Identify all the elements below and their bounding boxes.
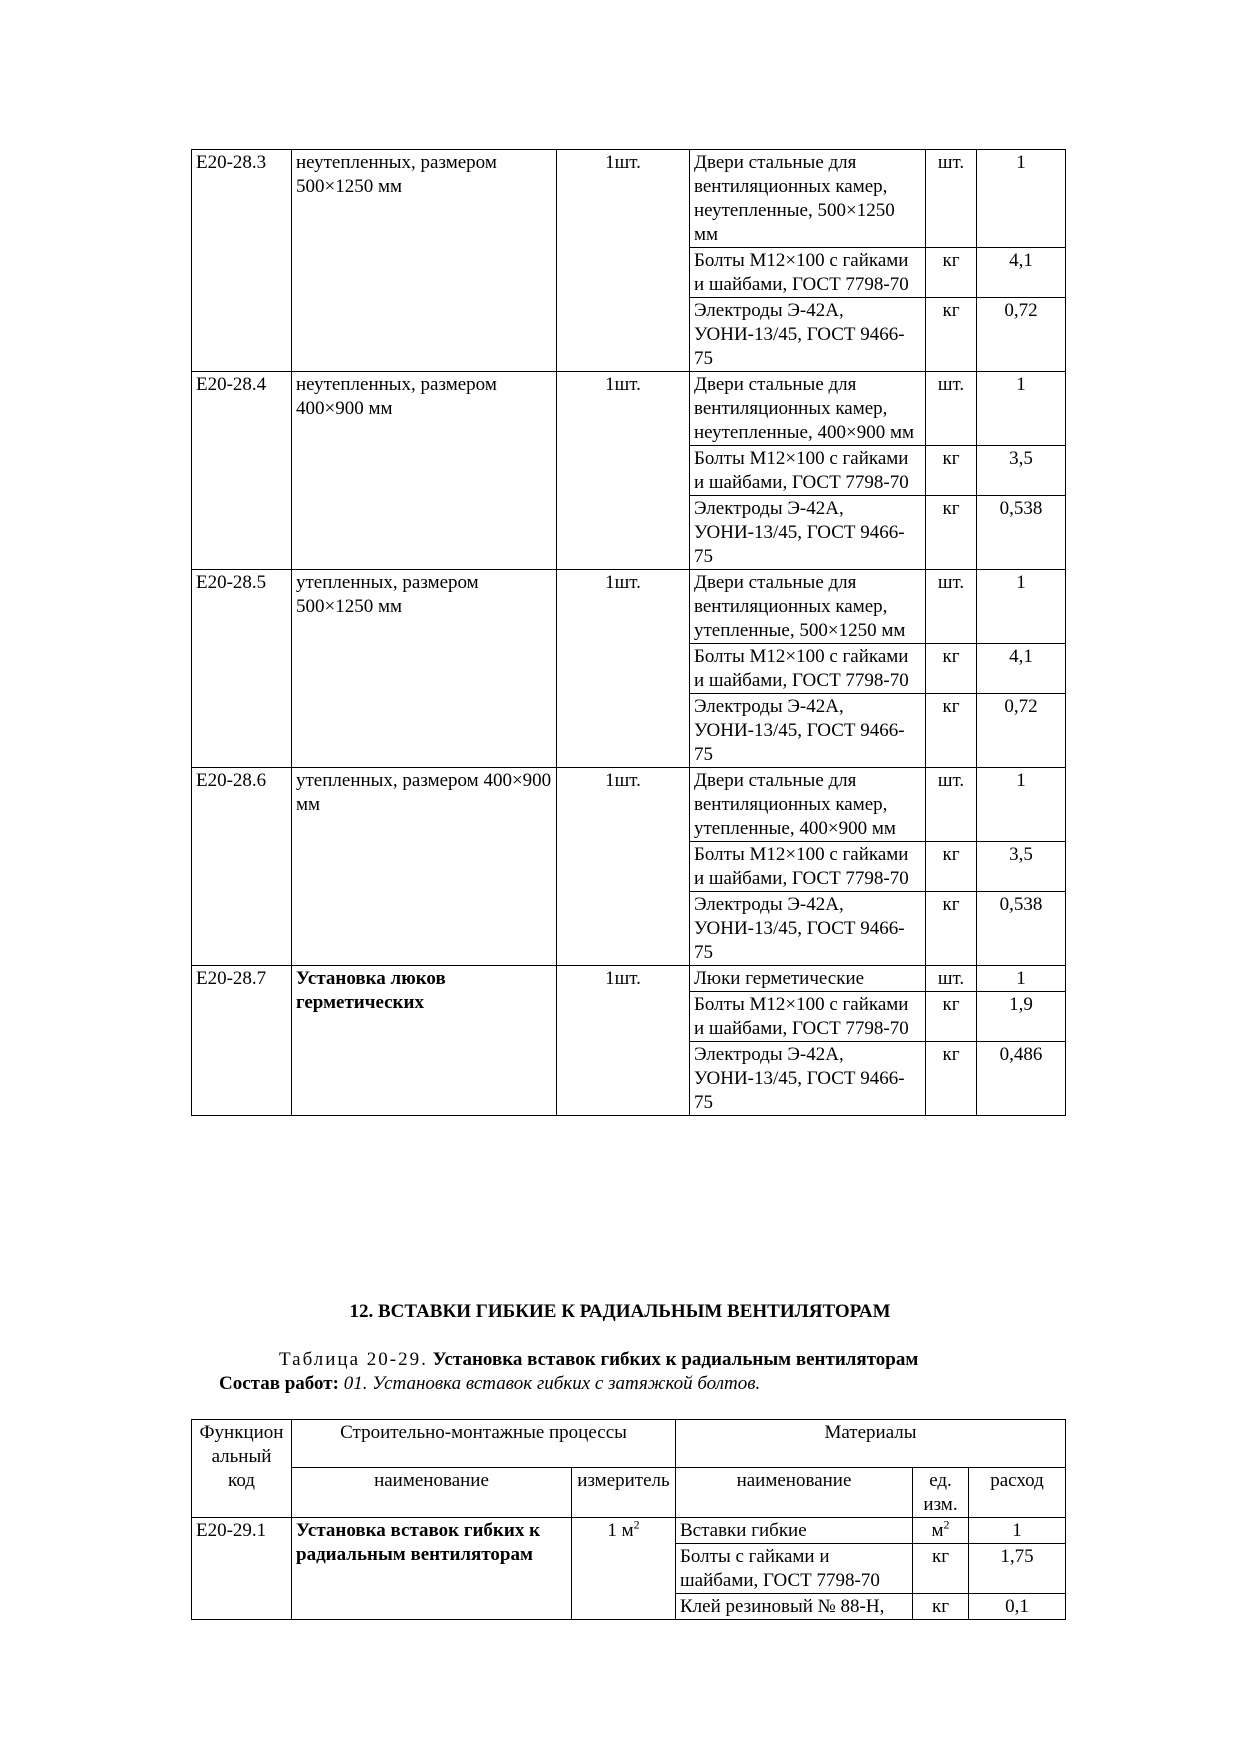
norms-table-20-29 — [191, 1419, 1066, 1620]
material-name: Двери стальные для вентиляционных камер, утепленные, 500×1250 мм — [690, 570, 926, 644]
work-composition-label: Состав работ: — [219, 1373, 339, 1394]
material-unit: шт. — [926, 372, 977, 446]
material-qty: 1,9 — [977, 992, 1066, 1042]
material-unit-base: кг — [931, 1596, 950, 1617]
row-unit: 1шт. — [557, 966, 690, 1116]
material-name: Двери стальные для вентиляционных камер, неутепленные, 400×900 мм — [690, 372, 926, 446]
material-name: Болты М12×100 с гайками и шайбами, ГОСТ 7798-70 — [690, 992, 926, 1042]
material-unit-base: кг — [931, 1546, 950, 1567]
table-row — [192, 966, 1066, 992]
material-name: Электроды Э-42А, УОНИ-13/45, ГОСТ 9466-75 — [690, 496, 926, 570]
row-code: Е20-28.4 — [192, 372, 292, 570]
material-unit: кг — [926, 644, 977, 694]
material-qty: 4,1 — [977, 644, 1066, 694]
material-unit — [913, 1518, 969, 1544]
material-qty: 1 — [977, 150, 1066, 248]
table-caption-label: Таблица 20-29. — [279, 1349, 428, 1370]
material-qty: 1 — [977, 372, 1066, 446]
material-unit: кг — [926, 446, 977, 496]
table-row — [192, 150, 1066, 248]
material-qty: 1 — [977, 966, 1066, 992]
row-code: Е20-28.6 — [192, 768, 292, 966]
table-row — [192, 372, 1066, 446]
material-unit: кг — [926, 892, 977, 966]
section-heading: 12. ВСТАВКИ ГИБКИЕ К РАДИАЛЬНЫМ ВЕНТИЛЯТОРАМ — [349, 1301, 891, 1322]
material-qty: 1 — [969, 1518, 1066, 1544]
material-name: Электроды Э-42А, УОНИ-13/45, ГОСТ 9466-75 — [690, 694, 926, 768]
material-unit: кг — [926, 1042, 977, 1116]
material-name: Электроды Э-42А, УОНИ-13/45, ГОСТ 9466-75 — [690, 298, 926, 372]
material-unit: кг — [926, 248, 977, 298]
material-name: Болты с гайками и шайбами, ГОСТ 7798-70 — [676, 1544, 913, 1594]
material-qty: 1 — [977, 570, 1066, 644]
material-unit — [913, 1594, 969, 1620]
header-material-qty: расход — [969, 1468, 1066, 1518]
header-material-unit: ед. изм. — [913, 1468, 969, 1518]
header-function-code: Функцион альный код — [192, 1420, 292, 1518]
row-process: Установка вставок гибких к радиальным вентиляторам — [292, 1518, 572, 1620]
material-unit: кг — [926, 298, 977, 372]
row-process: неутепленных, размером 400×900 мм — [292, 372, 557, 570]
material-unit: кг — [926, 496, 977, 570]
header-process-name: наименование — [292, 1468, 572, 1518]
material-unit: шт. — [926, 570, 977, 644]
table-row — [192, 768, 1066, 842]
row-unit — [572, 1518, 676, 1620]
row-unit: 1шт. — [557, 372, 690, 570]
row-unit-base: 1 м — [607, 1520, 634, 1541]
material-name: Двери стальные для вентиляционных камер, неутепленные, 500×1250 мм — [690, 150, 926, 248]
material-unit — [913, 1544, 969, 1594]
material-name: Люки герметические — [690, 966, 926, 992]
row-process: утепленных, размером 400×900 мм — [292, 768, 557, 966]
work-composition — [219, 1373, 760, 1395]
header-process-unit: измеритель — [572, 1468, 676, 1518]
material-qty: 0,72 — [977, 298, 1066, 372]
work-composition-text: 01. Установка вставок гибких с затяжкой болтов. — [343, 1373, 761, 1394]
row-process: Установка люков герметических — [292, 966, 557, 1116]
row-code: Е20-28.7 — [192, 966, 292, 1116]
material-unit: шт. — [926, 150, 977, 248]
table-caption — [279, 1349, 918, 1371]
material-unit: шт. — [926, 966, 977, 992]
material-unit: кг — [926, 842, 977, 892]
material-qty: 0,538 — [977, 892, 1066, 966]
material-qty: 0,72 — [977, 694, 1066, 768]
row-unit: 1шт. — [557, 768, 690, 966]
material-qty: 0,486 — [977, 1042, 1066, 1116]
material-name: Болты М12×100 с гайками и шайбами, ГОСТ 7798-70 — [690, 248, 926, 298]
header-processes: Строительно-монтажные процессы — [292, 1420, 676, 1468]
material-name: Болты М12×100 с гайками и шайбами, ГОСТ 7798-70 — [690, 644, 926, 694]
material-name: Электроды Э-42А, УОНИ-13/45, ГОСТ 9466-75 — [690, 892, 926, 966]
material-unit: кг — [926, 694, 977, 768]
row-code: Е20-28.3 — [192, 150, 292, 372]
material-qty: 3,5 — [977, 842, 1066, 892]
row-unit-sup: 2 — [633, 1517, 640, 1532]
table-row — [192, 570, 1066, 644]
material-qty: 4,1 — [977, 248, 1066, 298]
row-unit: 1шт. — [557, 570, 690, 768]
material-unit-base: м — [931, 1520, 944, 1541]
material-name: Клей резиновый № 88-Н, — [676, 1594, 913, 1620]
material-name: Болты М12×100 с гайками и шайбами, ГОСТ 7798-70 — [690, 446, 926, 496]
material-qty: 0,538 — [977, 496, 1066, 570]
row-unit: 1шт. — [557, 150, 690, 372]
row-code: Е20-28.5 — [192, 570, 292, 768]
material-unit: кг — [926, 992, 977, 1042]
material-name: Вставки гибкие — [676, 1518, 913, 1544]
material-name: Двери стальные для вентиляционных камер, утепленные, 400×900 мм — [690, 768, 926, 842]
row-process: неутепленных, размером 500×1250 мм — [292, 150, 557, 372]
material-unit: шт. — [926, 768, 977, 842]
material-name: Болты М12×100 с гайками и шайбами, ГОСТ 7798-70 — [690, 842, 926, 892]
header-materials: Материалы — [676, 1420, 1066, 1468]
material-name: Электроды Э-42А, УОНИ-13/45, ГОСТ 9466-75 — [690, 1042, 926, 1116]
material-qty: 3,5 — [977, 446, 1066, 496]
norms-table-20-28 — [191, 149, 1066, 1116]
material-qty: 1,75 — [969, 1544, 1066, 1594]
header-material-name: наименование — [676, 1468, 913, 1518]
material-qty: 0,1 — [969, 1594, 1066, 1620]
material-unit-sup: 2 — [943, 1517, 950, 1532]
material-qty: 1 — [977, 768, 1066, 842]
table-caption-title: Установка вставок гибких к радиальным вентиляторам — [432, 1349, 919, 1370]
row-code: Е20-29.1 — [192, 1518, 292, 1620]
row-process: утепленных, размером 500×1250 мм — [292, 570, 557, 768]
